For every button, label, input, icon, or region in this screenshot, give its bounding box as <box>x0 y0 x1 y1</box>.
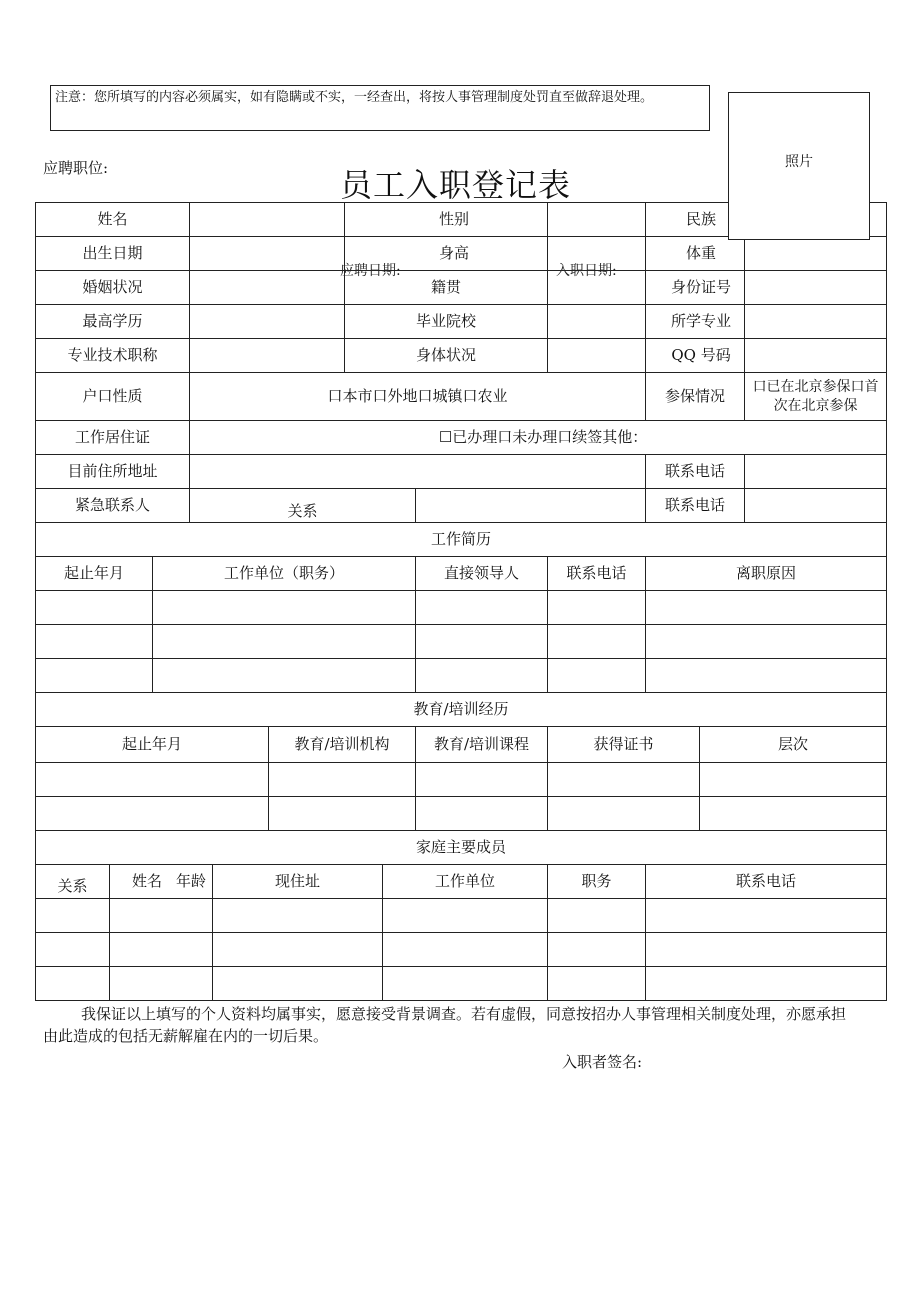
phone-input[interactable] <box>745 455 887 489</box>
emergency-label: 紧急联系人 <box>36 489 190 523</box>
edu-heading: 教育/培训经历 <box>36 693 887 727</box>
hukou-options[interactable]: 口本市口外地口城镇口农业 <box>190 373 646 421</box>
table-row <box>36 763 887 797</box>
edu-col-course: 教育/培训课程 <box>416 727 548 763</box>
residence-label: 工作居住证 <box>36 421 190 455</box>
marital-label: 婚姻状况 <box>36 271 190 305</box>
birth-label: 出生日期 <box>36 237 190 271</box>
phone2-input[interactable] <box>745 489 887 523</box>
phone-label: 联系电话 <box>646 455 745 489</box>
edu-col-institution: 教育/培训机构 <box>269 727 416 763</box>
family-col-phone: 联系电话 <box>646 865 887 899</box>
photo-box <box>728 92 870 240</box>
table-row <box>36 659 887 693</box>
qq-label: QQ 号码 <box>646 339 745 373</box>
education-label: 最高学历 <box>36 305 190 339</box>
insurance-options[interactable]: 口已在北京参保口首次在北京参保 <box>745 373 887 421</box>
weight-label: 体重 <box>646 237 745 271</box>
title-cert-input[interactable] <box>190 339 345 373</box>
qq-input[interactable] <box>745 339 887 373</box>
notice-box: 注意：您所填写的内容必须属实，如有隐瞒或不实，一经查出，将按人事管理制度处罚直至做辞退处理。 <box>50 85 710 131</box>
health-input[interactable] <box>548 339 646 373</box>
entry-date-label: 入职日期: <box>556 263 617 279</box>
ethnicity-label: 民族 <box>646 203 745 237</box>
name-input[interactable] <box>190 203 345 237</box>
work-col-phone: 联系电话 <box>548 557 646 591</box>
work-heading: 工作简历 <box>36 523 887 557</box>
family-heading: 家庭主要成员 <box>36 831 887 865</box>
relation-input[interactable] <box>416 489 646 523</box>
gender-input[interactable] <box>548 203 646 237</box>
family-col-age: 年龄 <box>176 872 207 890</box>
work-col-period: 起止年月 <box>36 557 153 591</box>
school-input[interactable] <box>548 305 646 339</box>
address-input[interactable] <box>190 455 646 489</box>
address-label: 目前住所地址 <box>36 455 190 489</box>
marital-input[interactable] <box>190 271 345 305</box>
family-col-name: 姓名 <box>132 872 163 890</box>
edu-col-level: 层次 <box>700 727 887 763</box>
education-input[interactable] <box>190 305 345 339</box>
major-input[interactable] <box>745 305 887 339</box>
table-row <box>36 967 887 1001</box>
residence-options[interactable]: ☐已办理口未办理口续签其他： <box>190 421 887 455</box>
work-col-employer: 工作单位（职务） <box>153 557 416 591</box>
family-col-work: 工作单位 <box>383 865 548 899</box>
title-cert-label: 专业技术职称 <box>36 339 190 373</box>
edu-col-certificate: 获得证书 <box>548 727 700 763</box>
declaration-text: 我保证以上填写的个人资料均属事实，愿意接受背景调查。若有虚假，同意按招办人事管理相关制度处理，亦愿承担由此造成的包括无薪解雇在内的一切后果。 <box>43 1005 847 1045</box>
form-title: 员工入职登记表 <box>340 166 572 204</box>
phone2-label: 联系电话 <box>646 489 745 523</box>
family-col-address: 现住址 <box>213 865 383 899</box>
native-label: 籍贯 <box>345 271 548 305</box>
relation-label: 关系 <box>190 489 416 523</box>
signature-label: 入职者签名: <box>562 1053 643 1071</box>
birth-input[interactable] <box>190 237 345 271</box>
insurance-label: 参保情况 <box>646 373 745 421</box>
name-label: 姓名 <box>36 203 190 237</box>
registration-table <box>35 202 887 1001</box>
weight-input[interactable] <box>745 237 887 271</box>
work-col-leader: 直接领导人 <box>416 557 548 591</box>
position-label: 应聘职位: <box>43 159 109 177</box>
work-col-reason: 离职原因 <box>646 557 887 591</box>
table-row <box>36 933 887 967</box>
table-row <box>36 625 887 659</box>
table-row <box>36 591 887 625</box>
gender-label: 性别 <box>345 203 548 237</box>
table-row <box>36 899 887 933</box>
family-col-post: 职务 <box>548 865 646 899</box>
apply-date-label: 应聘日期: <box>340 263 401 279</box>
id-no-label: 身份证号 <box>646 271 745 305</box>
edu-col-period: 起止年月 <box>36 727 269 763</box>
table-row <box>36 797 887 831</box>
hukou-label: 户口性质 <box>36 373 190 421</box>
family-col-relation: 关系 <box>36 865 110 899</box>
id-no-input[interactable] <box>745 271 887 305</box>
school-label: 毕业院校 <box>345 305 548 339</box>
photo-label: 照片 <box>785 154 813 170</box>
major-label: 所学专业 <box>646 305 745 339</box>
height-label: 身高 <box>345 237 548 271</box>
health-label: 身体状况 <box>345 339 548 373</box>
